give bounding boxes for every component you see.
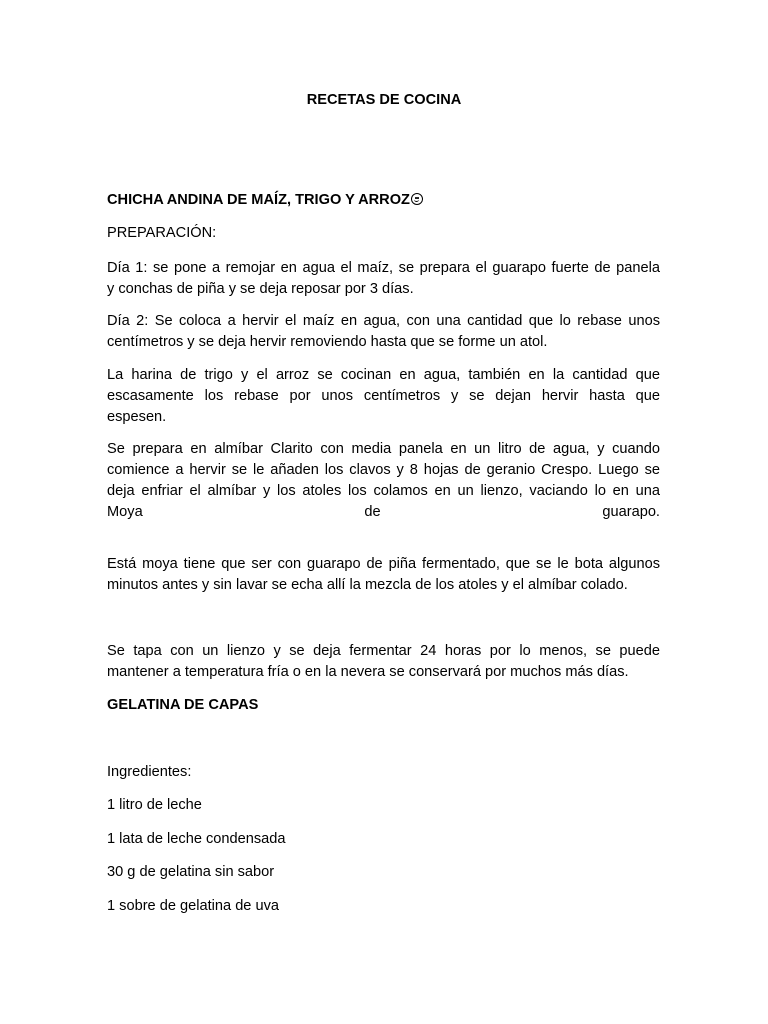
list-item: 30 g de gelatina sin sabor: [107, 864, 275, 880]
recipe1-heading-text: CHICHA ANDINA DE MAÍZ, TRIGO Y ARROZ: [107, 192, 410, 208]
preparation-label: PREPARACIÓN:: [107, 225, 217, 241]
paragraph-line: Día 2: Se coloca a hervir el maíz en agua, con una cantidad que lo rebase unos: [107, 313, 660, 329]
paragraph-harina: [107, 365, 660, 428]
paragraph-line: La harina de trigo y el arroz se cocinan en agua, también en la cantidad que: [107, 367, 660, 383]
paragraph-almibar: [107, 439, 660, 523]
paragraph-line: minutos antes y sin lavar se echa allí la mezcla de los atoles y el almíbar colado.: [107, 577, 628, 593]
recipe1-heading: [107, 190, 660, 211]
paragraph-line: y conchas de piña y se deja reposar por 3 días.: [107, 281, 414, 297]
ingredients-label: Ingredientes:: [107, 764, 192, 780]
paragraph-line: deja enfriar el almíbar y los atoles los colamos en un lienzo, vaciando lo en una: [107, 483, 660, 499]
paragraph-line: Moya de guarapo.: [107, 504, 660, 520]
list-item: 1 lata de leche condensada: [107, 831, 286, 847]
paragraph-line: Se prepara en almíbar Clarito con media panela en un litro de agua, y cuando: [107, 441, 660, 457]
paragraph-line: Se tapa con un lienzo y se deja fermentar 24 horas por lo menos, se puede: [107, 643, 660, 659]
page-title: RECETAS DE COCINA: [306, 92, 462, 108]
smiley-icon: [411, 193, 423, 205]
paragraph-line: mantener a temperatura fría o en la nevera se conservará por muchos más días.: [107, 664, 629, 680]
paragraph-day1: [107, 258, 660, 300]
paragraph-fermentar: [107, 641, 660, 683]
paragraph-line: espesen.: [107, 409, 167, 425]
recipe2-heading: GELATINA DE CAPAS: [107, 697, 259, 713]
list-item: 1 litro de leche: [107, 797, 202, 813]
paragraph-day2: [107, 311, 660, 353]
paragraph-line: Día 1: se pone a remojar en agua el maíz, se prepara el guarapo fuerte de panela: [107, 260, 660, 276]
paragraph-line: centímetros y se deja hervir removiendo hasta que se forme un atol.: [107, 334, 548, 350]
list-item: 1 sobre de gelatina de uva: [107, 898, 280, 914]
paragraph-line: escasamente los rebase por unos centímetros y se dejan hervir hasta que: [107, 388, 660, 404]
paragraph-line: comience a hervir se le añaden los clavos y 8 hojas de geranio Crespo. Luego se: [107, 462, 660, 478]
paragraph-moya: [107, 554, 660, 596]
paragraph-line: Está moya tiene que ser con guarapo de piña fermentado, que se le bota algunos: [107, 556, 660, 572]
